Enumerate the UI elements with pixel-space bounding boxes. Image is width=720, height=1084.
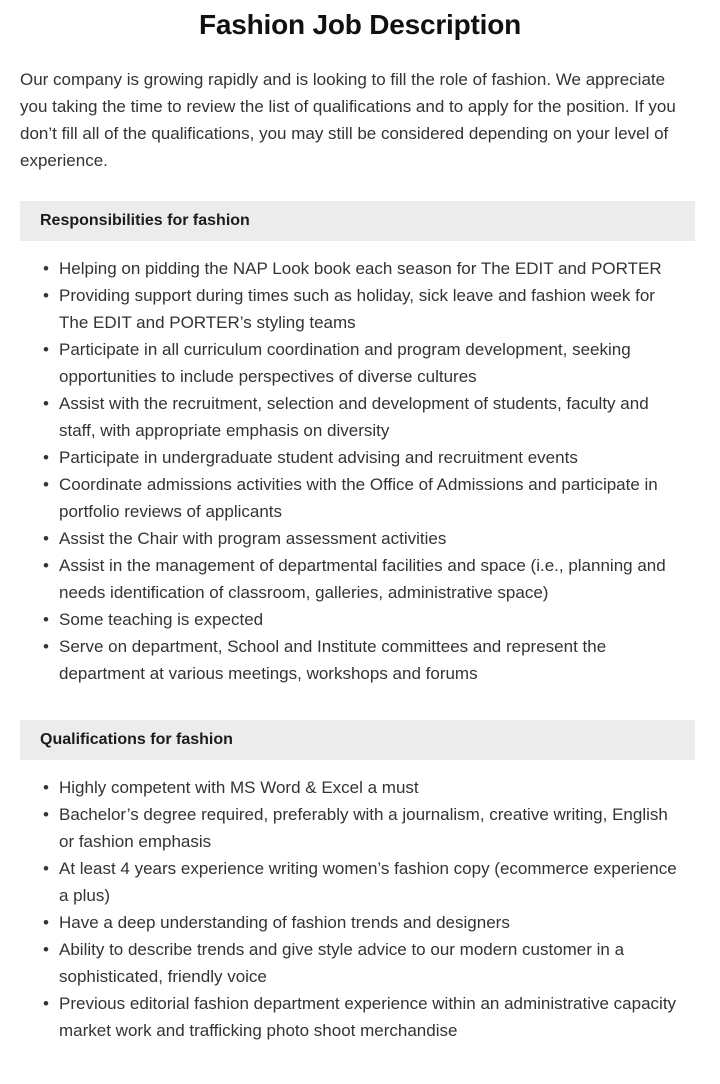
bullet-icon: • xyxy=(43,913,49,932)
list-item xyxy=(0,909,720,936)
list-item xyxy=(0,774,720,801)
list-item-text: Providing support during times such as holiday, sick leave and fashion week for The EDIT and PORTER’s styling teams xyxy=(59,286,655,332)
list-item-text: Previous editorial fashion department experience within an administrative capacity market work and trafficking photo shoot merchandise xyxy=(59,994,677,1040)
list-item xyxy=(0,390,720,444)
list-item-text: Bachelor’s degree required, preferably with a journalism, creative writing, English or fashion emphasis xyxy=(59,805,668,851)
list-item-text: Participate in undergraduate student advising and recruitment events xyxy=(59,448,578,467)
list-item-text: Highly competent with MS Word & Excel a must xyxy=(59,778,419,797)
list-item xyxy=(0,336,720,390)
bullet-icon: • xyxy=(43,637,49,656)
list-item-text: Ability to describe trends and give style advice to our modern customer in a sophisticated, friendly voice xyxy=(59,940,625,986)
section-header-label: Responsibilities for fashion xyxy=(40,212,250,229)
list-item xyxy=(0,855,720,909)
list-item xyxy=(0,990,720,1044)
list-item-text: Participate in all curriculum coordination and program development, seeking opportunities to include perspectives of diverse cultures xyxy=(59,340,631,386)
bullet-icon: • xyxy=(43,778,49,797)
bullet-icon: • xyxy=(43,394,49,413)
section-qualifications xyxy=(0,720,720,1044)
responsibilities-list xyxy=(0,241,720,687)
list-item xyxy=(0,801,720,855)
list-item xyxy=(0,282,720,336)
list-item xyxy=(0,633,720,687)
list-item xyxy=(0,525,720,552)
bullet-icon: • xyxy=(43,286,49,305)
list-item xyxy=(0,552,720,606)
bullet-icon: • xyxy=(43,529,49,548)
bullet-icon: • xyxy=(43,340,49,359)
page-title: Fashion Job Description xyxy=(198,9,522,40)
list-item xyxy=(0,936,720,990)
section-header-qualifications xyxy=(20,720,695,760)
list-item-text: Have a deep understanding of fashion trends and designers xyxy=(59,913,510,932)
section-header-label: Qualifications for fashion xyxy=(40,731,233,748)
list-item-text: Assist the Chair with program assessment activities xyxy=(59,529,447,548)
list-item xyxy=(0,444,720,471)
list-item-text: At least 4 years experience writing women’s fashion copy (ecommerce experience a plus) xyxy=(59,859,677,905)
bullet-icon: • xyxy=(43,805,49,824)
list-item-text: Assist with the recruitment, selection and development of students, faculty and staff, with appropriate emphasis on diversity xyxy=(59,394,649,440)
bullet-icon: • xyxy=(43,259,49,278)
list-item-text: Assist in the management of departmental facilities and space (i.e., planning and needs identification of classroom, galleries, administrative space) xyxy=(59,556,666,602)
section-header-responsibilities xyxy=(20,201,695,241)
bullet-icon: • xyxy=(43,556,49,575)
bullet-icon: • xyxy=(43,475,49,494)
list-item xyxy=(0,606,720,633)
bullet-icon: • xyxy=(43,610,49,629)
bullet-icon: • xyxy=(43,859,49,878)
list-item-text: Coordinate admissions activities with the Office of Admissions and participate in portfolio reviews of applicants xyxy=(59,475,658,521)
list-item xyxy=(0,255,720,282)
list-item-text: Serve on department, School and Institute committees and represent the department at various meetings, workshops and forums xyxy=(59,637,607,683)
bullet-icon: • xyxy=(43,940,49,959)
bullet-icon: • xyxy=(43,994,49,1013)
list-item-text: Helping on pidding the NAP Look book each season for The EDIT and PORTER xyxy=(59,259,662,278)
section-responsibilities xyxy=(0,201,720,687)
intro-paragraph: Our company is growing rapidly and is looking to fill the role of fashion. We appreciate you taking the time to review the list of qualifications and to apply for the position. If you don’t fill all of the qualifications, you may still be considered depending on your level of experience. xyxy=(20,70,676,170)
bullet-icon: • xyxy=(43,448,49,467)
qualifications-list xyxy=(0,760,720,1044)
list-item-text: Some teaching is expected xyxy=(59,610,264,629)
list-item xyxy=(0,471,720,525)
